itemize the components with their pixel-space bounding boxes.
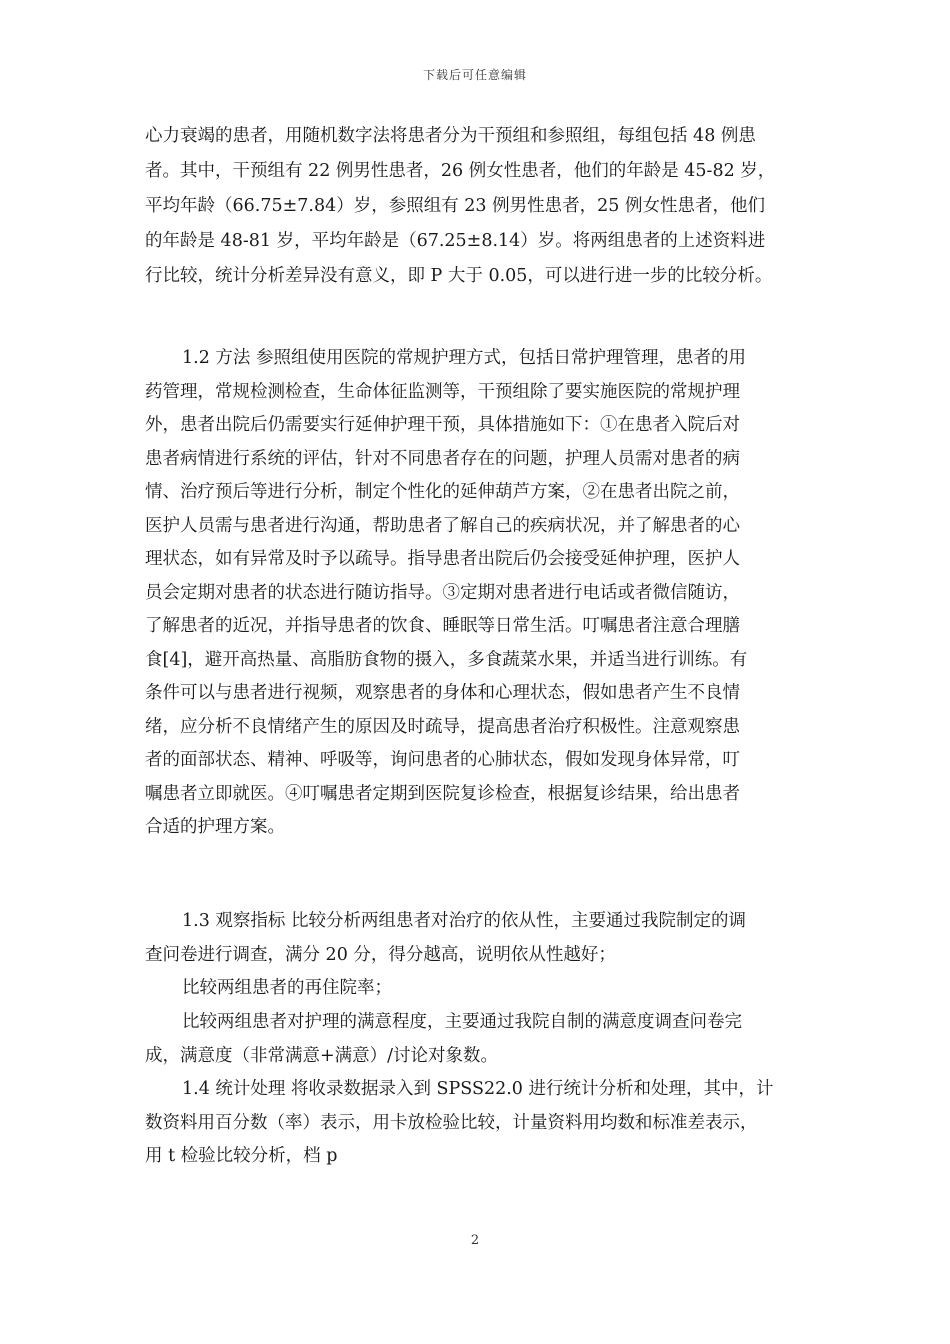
text-line: 的年龄是 48-81 岁，平均年龄是（67.25±8.14）岁。将两组患者的上述资料进 [145, 231, 766, 251]
text-line: 患者病情进行系统的评估，针对不同患者存在的问题，护理人员需对患者的病 [145, 448, 740, 469]
text-line: 用 t 检验比较分析，档 p [145, 1146, 338, 1166]
paragraph-subjects-continued [145, 121, 810, 291]
text-line: 绪，应分析不良情绪产生的原因及时疏导，提高患者治疗积极性。注意观察患 [145, 716, 740, 737]
text-line: 数资料用百分数（率）表示，用卡放检验比较，计量资料用均数和标准差表示， [145, 1112, 758, 1133]
text-line: 成，满意度（非常满意+满意）/讨论对象数。 [145, 1045, 499, 1066]
text-line: 1.3 观察指标 比较分析两组患者对治疗的依从性，主要通过我院制定的调 [182, 911, 746, 931]
text-line: 1.2 方法 参照组使用医院的常规护理方式，包括日常护理管理，患者的用 [182, 348, 746, 368]
text-line: 嘱患者立即就医。④叮嘱患者定期到医院复诊检查，根据复诊结果，给出患者 [145, 783, 740, 804]
text-line: 合适的护理方案。 [145, 817, 285, 837]
text-line: 平均年龄（66.75±7.84）岁，参照组有 23 例男性患者，25 例女性患者，他们 [145, 196, 765, 216]
text-line: 了解患者的近况，并指导患者的饮食、睡眠等日常生活。叮嘱患者注意合理膳 [145, 616, 740, 636]
paragraph-readmission [145, 973, 810, 1003]
text-line: 员会定期对患者的状态进行随访指导。③定期对患者进行电话或者微信随访， [145, 582, 740, 603]
text-line: 比较两组患者对护理的满意程度，主要通过我院自制的满意度调查问卷完 [182, 1012, 742, 1032]
text-line: 药管理，常规检测检查，生命体征监测等，干预组除了要实施医院的常规护理 [145, 381, 740, 402]
page-header: 下载后可任意编辑 [422, 68, 527, 82]
text-line: 情、治疗预后等进行分析，制定个性化的延伸葫芦方案，②在患者出院之前， [145, 482, 740, 502]
paragraph-observation-indicators [145, 906, 810, 970]
paragraph-methods [145, 343, 810, 842]
paragraph-satisfaction [145, 1007, 810, 1071]
text-line: 理状态，如有异常及时予以疏导。指导患者出院后仍会接受延伸护理，医护人 [145, 549, 740, 569]
text-line: 比较两组患者的再住院率； [182, 978, 392, 998]
text-line: 食[4]，避开高热量、高脂肪食物的摄入，多食蔬菜水果，并适当进行训练。有 [145, 649, 748, 670]
text-line: 外，患者出院后仍需要实行延伸护理干预，具体措施如下：①在患者入院后对 [145, 415, 740, 435]
text-line: 者。其中，干预组有 22 例男性患者，26 例女性患者，他们的年龄是 45-82 岁， [145, 161, 776, 181]
text-line: 心力衰竭的患者，用随机数字法将患者分为干预组和参照组，每组包括 48 例患 [145, 126, 756, 146]
text-line: 1.4 统计处理 将收录数据录入到 SPSS22.0 进行统计分析和处理，其中，计 [182, 1079, 774, 1099]
text-line: 者的面部状态、精神、呼吸等，询问患者的心肺状态，假如发现身体异常，叮 [145, 750, 740, 770]
text-line: 行比较，统计分析差异没有意义，即 P 大于 0.05，可以进行进一步的比较分析。 [145, 266, 773, 286]
text-line: 医护人员需与患者进行沟通，帮助患者了解自己的疾病状况，并了解患者的心 [145, 515, 740, 536]
paragraph-statistics [145, 1074, 810, 1171]
text-line: 条件可以与患者进行视频，观察患者的身体和心理状态，假如患者产生不良情 [145, 683, 740, 703]
page-number: 2 [470, 1233, 480, 1248]
text-line: 查问卷进行调查，满分 20 分，得分越高，说明依从性越好； [145, 944, 616, 965]
